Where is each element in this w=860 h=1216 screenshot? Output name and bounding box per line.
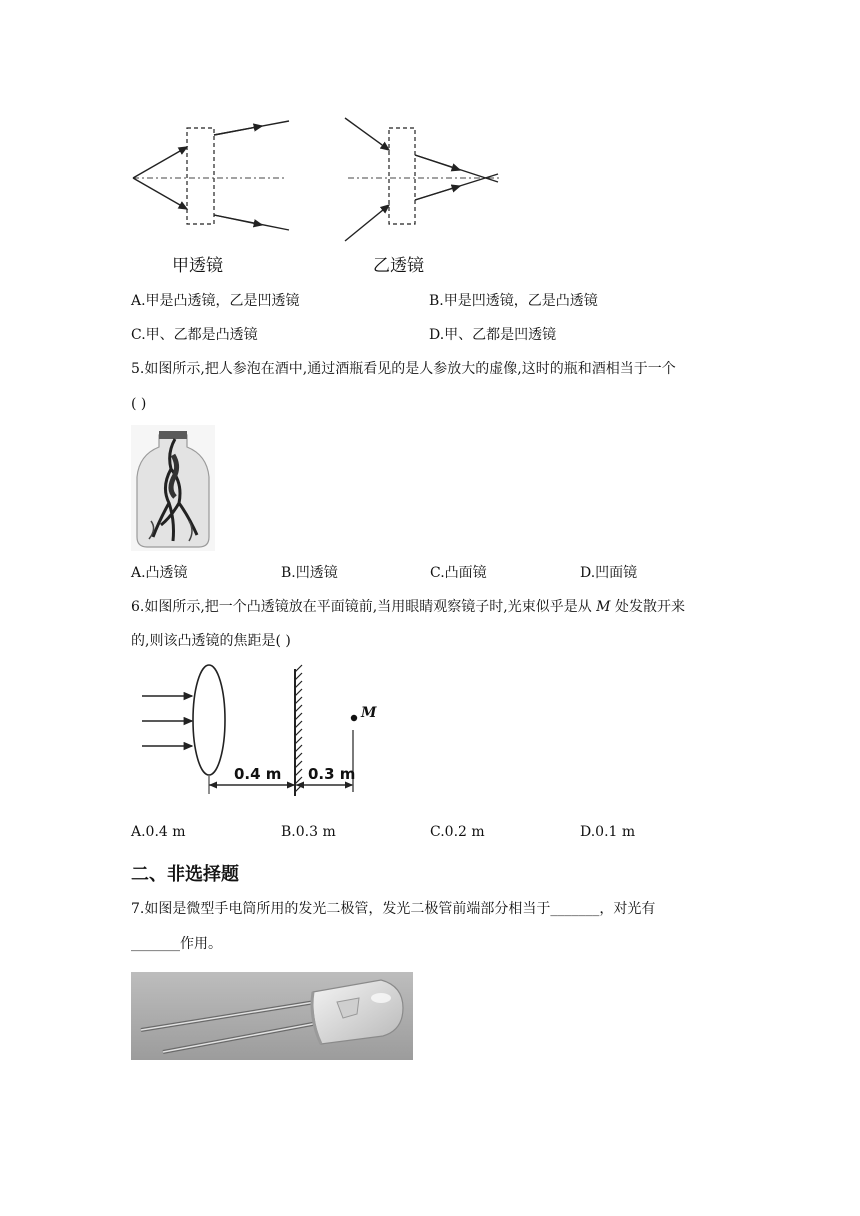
led-photo [131,972,413,1060]
q4-option-b[interactable]: B.甲是凹透镜，乙是凸透镜 [429,293,598,309]
label-yi-lens: 乙透镜 [373,256,424,276]
q6-option-b[interactable]: B.0.3 m [281,824,336,840]
q6-text-m: M [596,599,611,615]
q6-text-a: 6.如图所示,把一个凸透镜放在平面镜前,当用眼睛观察镜子时,光束似乎是从 [131,599,597,615]
q6-question-line2: 的,则该凸透镜的焦距是( ) [131,633,291,649]
lens-diagram [0,0,860,300]
q7-question-line2: _______作用。 [131,936,222,952]
point-m [351,715,357,721]
q6-dist-label-2: 0.3 m [308,765,356,783]
q5-option-d[interactable]: D.凹面镜 [580,565,638,581]
q5-question-line2: ( ) [131,396,147,412]
lens-jia [133,121,289,230]
lens-yi [345,118,500,241]
convex-lens-mirror-diagram [140,664,400,804]
q5-option-c[interactable]: C.凸面镜 [430,565,487,581]
q7-question-line1: 7.如图是微型手电筒所用的发光二极管，发光二极管前端部分相当于_______，对光有 [131,901,656,917]
q4-option-c[interactable]: C.甲、乙都是凸透镜 [131,327,258,343]
q6-question-line1 [131,598,685,616]
q6-dist-label-1: 0.4 m [234,765,282,783]
q6-option-c[interactable]: C.0.2 m [430,824,485,840]
q6-text-b: 处发散开来 [610,599,685,615]
q6-point-label-m: M [361,705,377,721]
q4-option-d[interactable]: D.甲、乙都是凹透镜 [429,327,557,343]
q5-option-b[interactable]: B.凹透镜 [281,565,338,581]
q6-option-d[interactable]: D.0.1 m [580,824,636,840]
q4-option-a[interactable]: A.甲是凸透镜，乙是凹透镜 [131,293,300,309]
section-title-non-choice: 二、非选择题 [131,864,239,885]
q6-option-a[interactable]: A.0.4 m [131,824,186,840]
q5-question-line1: 5.如图所示,把人参泡在酒中,通过酒瓶看见的是人参放大的虚像,这时的瓶和酒相当于一个 [131,361,676,377]
label-jia-lens: 甲透镜 [172,256,223,276]
convex-lens [193,665,225,775]
ginseng-bottle-image [131,425,215,551]
q5-option-a[interactable]: A.凸透镜 [131,565,188,581]
